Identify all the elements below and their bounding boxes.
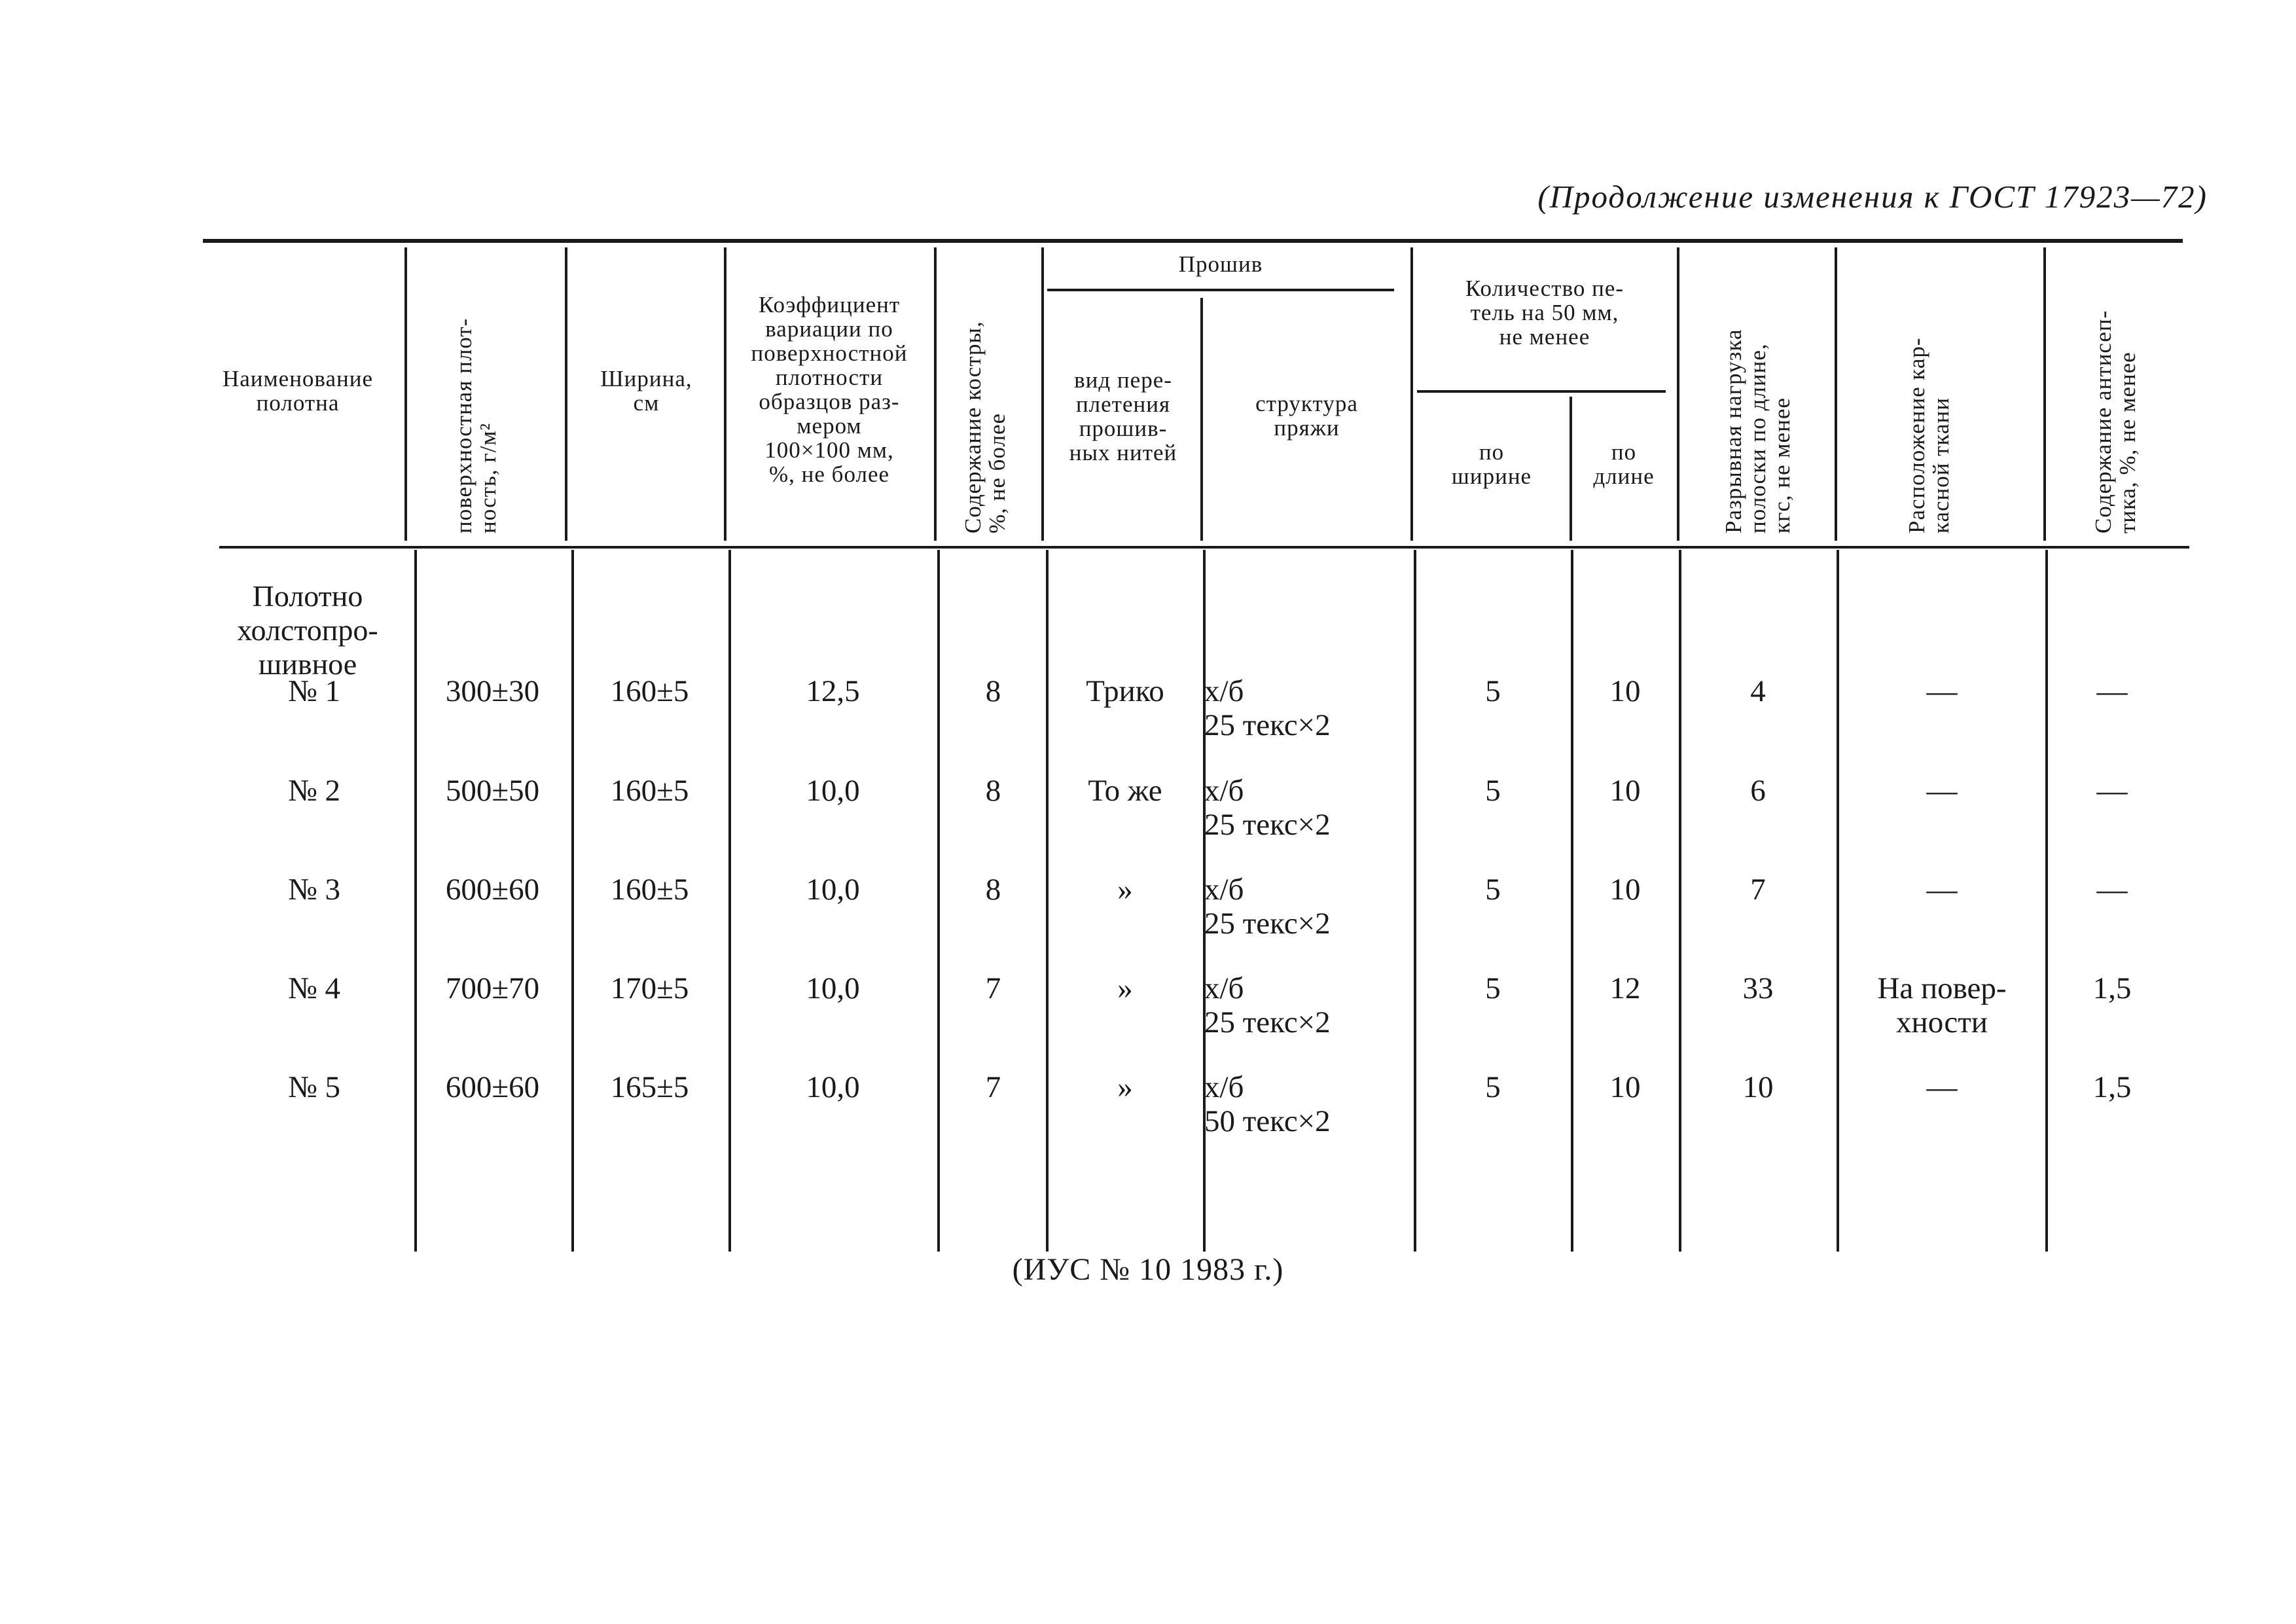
cell-density: 600±60 [445,1070,540,1104]
cell-loops-width: 5 [1485,674,1501,708]
cell-variation: 10,0 [806,971,860,1005]
cell-frame-fabric: — [1926,774,1958,808]
cell-density: 600±60 [445,873,540,907]
cell-name: № 5 [287,1070,341,1104]
cell-loops-length: 10 [1609,674,1641,708]
cell-weave: » [1117,873,1133,907]
header-name: Наименование полотна [222,366,374,416]
cell-density: 300±30 [445,674,540,708]
cell-loops-width: 5 [1485,1070,1501,1104]
cell-antiseptic: 1,5 [2092,1070,2132,1104]
cell-frame-fabric: На повер- хности [1877,971,2007,1039]
header-loops-length: по длине [1593,439,1655,489]
cell-antiseptic: — [2096,873,2128,907]
cell-variation: 10,0 [806,1070,860,1104]
cell-weave: Трико [1086,674,1164,708]
cell-width: 165±5 [610,1070,689,1104]
col-divider [1835,247,1837,541]
cell-frame-fabric: — [1926,1070,1958,1104]
cell-yarn: х/б 25 текс×2 [1204,971,1331,1039]
col-divider [565,247,567,541]
cell-breaking-load: 33 [1742,971,1774,1005]
cell-shive: 8 [985,873,1001,907]
cell-yarn: х/б 25 текс×2 [1204,774,1331,842]
cell-shive: 8 [985,674,1001,708]
header-width: Ширина, см [600,366,692,416]
cell-width: 170±5 [610,971,689,1005]
cell-yarn: х/б 25 текс×2 [1204,674,1331,742]
cell-loops-length: 10 [1609,1070,1641,1104]
cell-antiseptic: 1,5 [2092,971,2132,1005]
cell-loops-length: 12 [1609,971,1641,1005]
header-density: поверхностная плот- ность, г/м² [451,317,501,533]
cell-variation: 10,0 [806,873,860,907]
header-bottom-rule [219,546,2189,549]
header-variation: Коэффициент вариации по поверхностной плотности образцов раз- мером 100×100 мм, %, не более [751,292,908,487]
cell-shive: 8 [985,774,1001,808]
cell-antiseptic: — [2096,674,2128,708]
cell-yarn: х/б 50 текс×2 [1204,1070,1331,1138]
continuation-header: (Продолжение изменения к ГОСТ 17923—72) [1537,179,2208,215]
header-shive: Содержание костры, %, не более [960,321,1010,533]
cell-yarn: х/б 25 текс×2 [1204,873,1331,941]
cell-density: 700±70 [445,971,540,1005]
cell-breaking-load: 6 [1750,774,1766,808]
header-antiseptic: Содержание антисеп- тика, %, не менее [2090,310,2140,533]
cell-name: № 3 [287,873,341,907]
cell-loops-length: 10 [1609,774,1641,808]
cell-breaking-load: 10 [1742,1070,1774,1104]
cell-width: 160±5 [610,674,689,708]
cell-breaking-load: 7 [1750,873,1766,907]
loops-group-rule [1417,390,1666,393]
cell-antiseptic: — [2096,774,2128,808]
col-divider [1041,247,1044,541]
cell-loops-width: 5 [1485,873,1501,907]
cell-weave: То же [1088,774,1162,808]
cell-loops-width: 5 [1485,774,1501,808]
cell-variation: 12,5 [806,674,860,708]
header-frame-fabric: Расположение кар- касной ткани [1904,337,1954,533]
group-label: Полотно холстопро- шивное [237,579,378,681]
cell-loops-width: 5 [1485,971,1501,1005]
cell-frame-fabric: — [1926,873,1958,907]
cell-width: 160±5 [610,774,689,808]
cell-breaking-load: 4 [1750,674,1766,708]
header-breaking-load: Разрывная нагрузка полоски по длине, кгс, не менее [1721,329,1795,533]
col-divider [1677,247,1679,541]
col-divider [1410,247,1413,541]
cell-name: № 1 [287,674,341,708]
cell-width: 160±5 [610,873,689,907]
col-divider [2043,247,2046,541]
cell-variation: 10,0 [806,774,860,808]
stitch-group-rule [1047,289,1394,291]
cell-loops-length: 10 [1609,873,1641,907]
cell-weave: » [1117,1070,1133,1104]
cell-shive: 7 [985,1070,1001,1104]
header-loops-width: по ширине [1451,439,1532,489]
header-stitch-yarn: структура пряжи [1255,391,1358,441]
header-loops-group: Количество пе- тель на 50 мм, не менее [1465,276,1624,350]
cell-name: № 4 [287,971,341,1005]
footer-note: (ИУС № 10 1983 г.) [1012,1252,1284,1287]
cell-name: № 2 [287,774,341,808]
col-divider [934,247,937,541]
cell-frame-fabric: — [1926,674,1958,708]
header-stitch-group: Прошив [1178,251,1263,277]
col-divider [404,247,407,541]
cell-density: 500±50 [445,774,540,808]
cell-shive: 7 [985,971,1001,1005]
table-top-rule [203,239,2183,243]
header-stitch-weave: вид пере- плетения прошив- ных нитей [1069,367,1177,465]
cell-weave: » [1117,971,1133,1005]
